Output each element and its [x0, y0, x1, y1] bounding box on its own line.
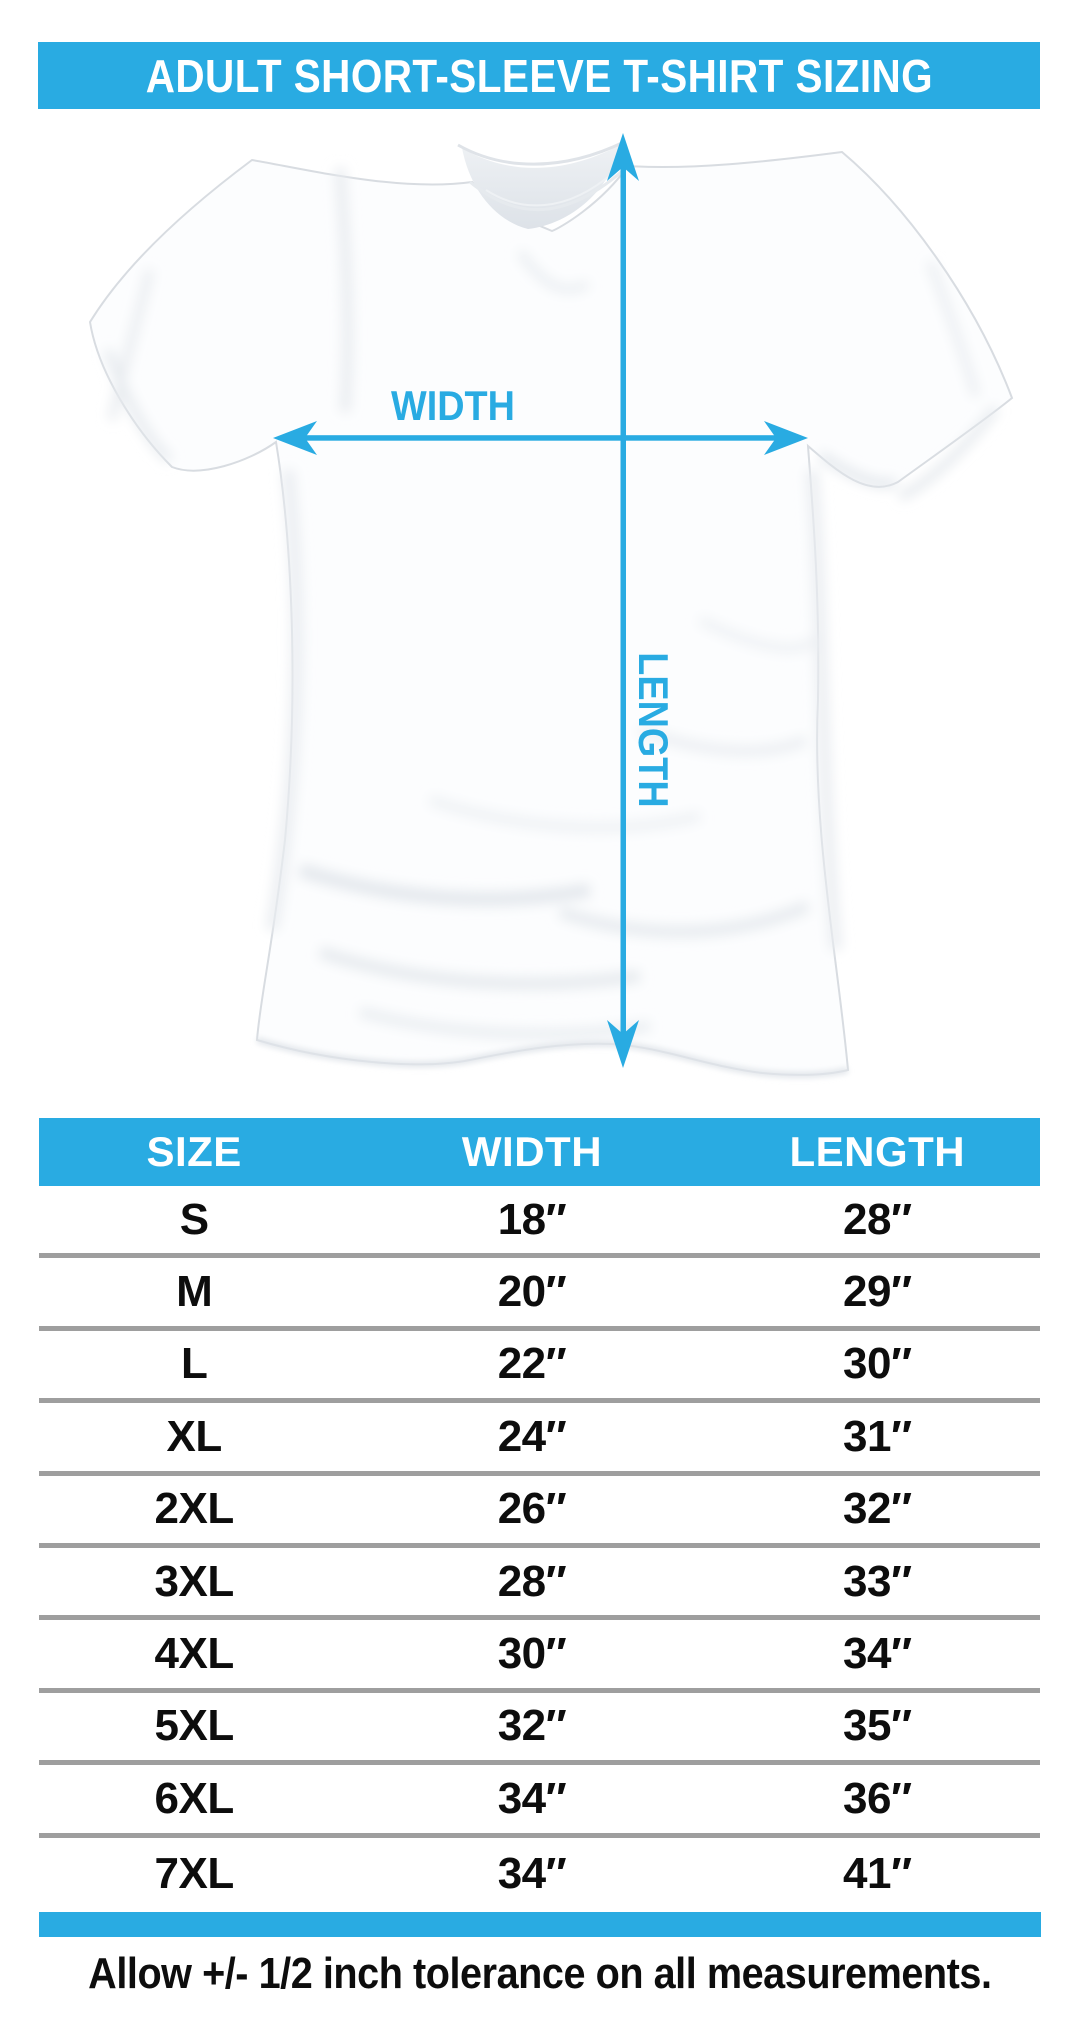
- cell-size: 4XL: [154, 1629, 234, 1679]
- cell-length: 34″: [843, 1629, 912, 1679]
- cell-width: 32″: [497, 1701, 567, 1751]
- cell-length: 29″: [843, 1267, 912, 1317]
- cell-size: 5XL: [154, 1701, 234, 1751]
- bottom-accent-bar: [39, 1912, 1041, 1937]
- cell-length: 35″: [843, 1701, 912, 1751]
- table-row: [39, 1331, 1040, 1403]
- cell-length: 30″: [843, 1339, 912, 1389]
- table-row: [39, 1258, 1040, 1330]
- cell-width: 24″: [497, 1411, 567, 1461]
- column-header-width: WIDTH: [461, 1128, 603, 1175]
- page-title: ADULT SHORT-SLEEVE T-SHIRT SIZING: [145, 49, 933, 102]
- cell-width: 20″: [497, 1267, 567, 1317]
- table-header-row: [39, 1118, 1040, 1186]
- cell-size: XL: [166, 1411, 222, 1461]
- cell-length: 32″: [843, 1484, 912, 1534]
- table-row: [39, 1838, 1040, 1910]
- tolerance-note-text: Allow +/- 1/2 inch tolerance on all measurements.: [88, 1949, 992, 1998]
- cell-width: 22″: [497, 1339, 567, 1389]
- cell-size: L: [180, 1339, 208, 1389]
- cell-length: 28″: [843, 1194, 912, 1244]
- size-table: [39, 1118, 1040, 1910]
- cell-size: S: [179, 1194, 209, 1244]
- cell-length: 41″: [843, 1848, 912, 1898]
- cell-length: 33″: [843, 1556, 912, 1606]
- column-header-size: SIZE: [146, 1128, 242, 1175]
- cell-size: M: [176, 1267, 213, 1317]
- table-row: [39, 1186, 1040, 1258]
- cell-width: 30″: [497, 1629, 567, 1679]
- cell-size: 7XL: [154, 1848, 234, 1898]
- tolerance-note: [0, 1945, 1080, 2003]
- cell-size: 3XL: [154, 1556, 234, 1606]
- width-measure-label: WIDTH: [391, 382, 515, 429]
- cell-size: 2XL: [154, 1484, 234, 1534]
- table-row: [39, 1403, 1040, 1475]
- table-row: [39, 1476, 1040, 1548]
- table-row: [39, 1765, 1040, 1837]
- length-measure-label: LENGTH: [630, 652, 677, 808]
- cell-size: 6XL: [154, 1773, 234, 1823]
- cell-width: 34″: [497, 1848, 567, 1898]
- cell-width: 34″: [497, 1773, 567, 1823]
- table-row: [39, 1620, 1040, 1692]
- cell-width: 18″: [497, 1194, 567, 1244]
- tshirt-silhouette: [90, 142, 1012, 1075]
- cell-width: 28″: [497, 1556, 567, 1606]
- table-row: [39, 1548, 1040, 1620]
- table-row: [39, 1693, 1040, 1765]
- cell-width: 26″: [497, 1484, 567, 1534]
- cell-length: 36″: [843, 1773, 912, 1823]
- column-header-length: LENGTH: [789, 1128, 966, 1175]
- cell-length: 31″: [843, 1411, 912, 1461]
